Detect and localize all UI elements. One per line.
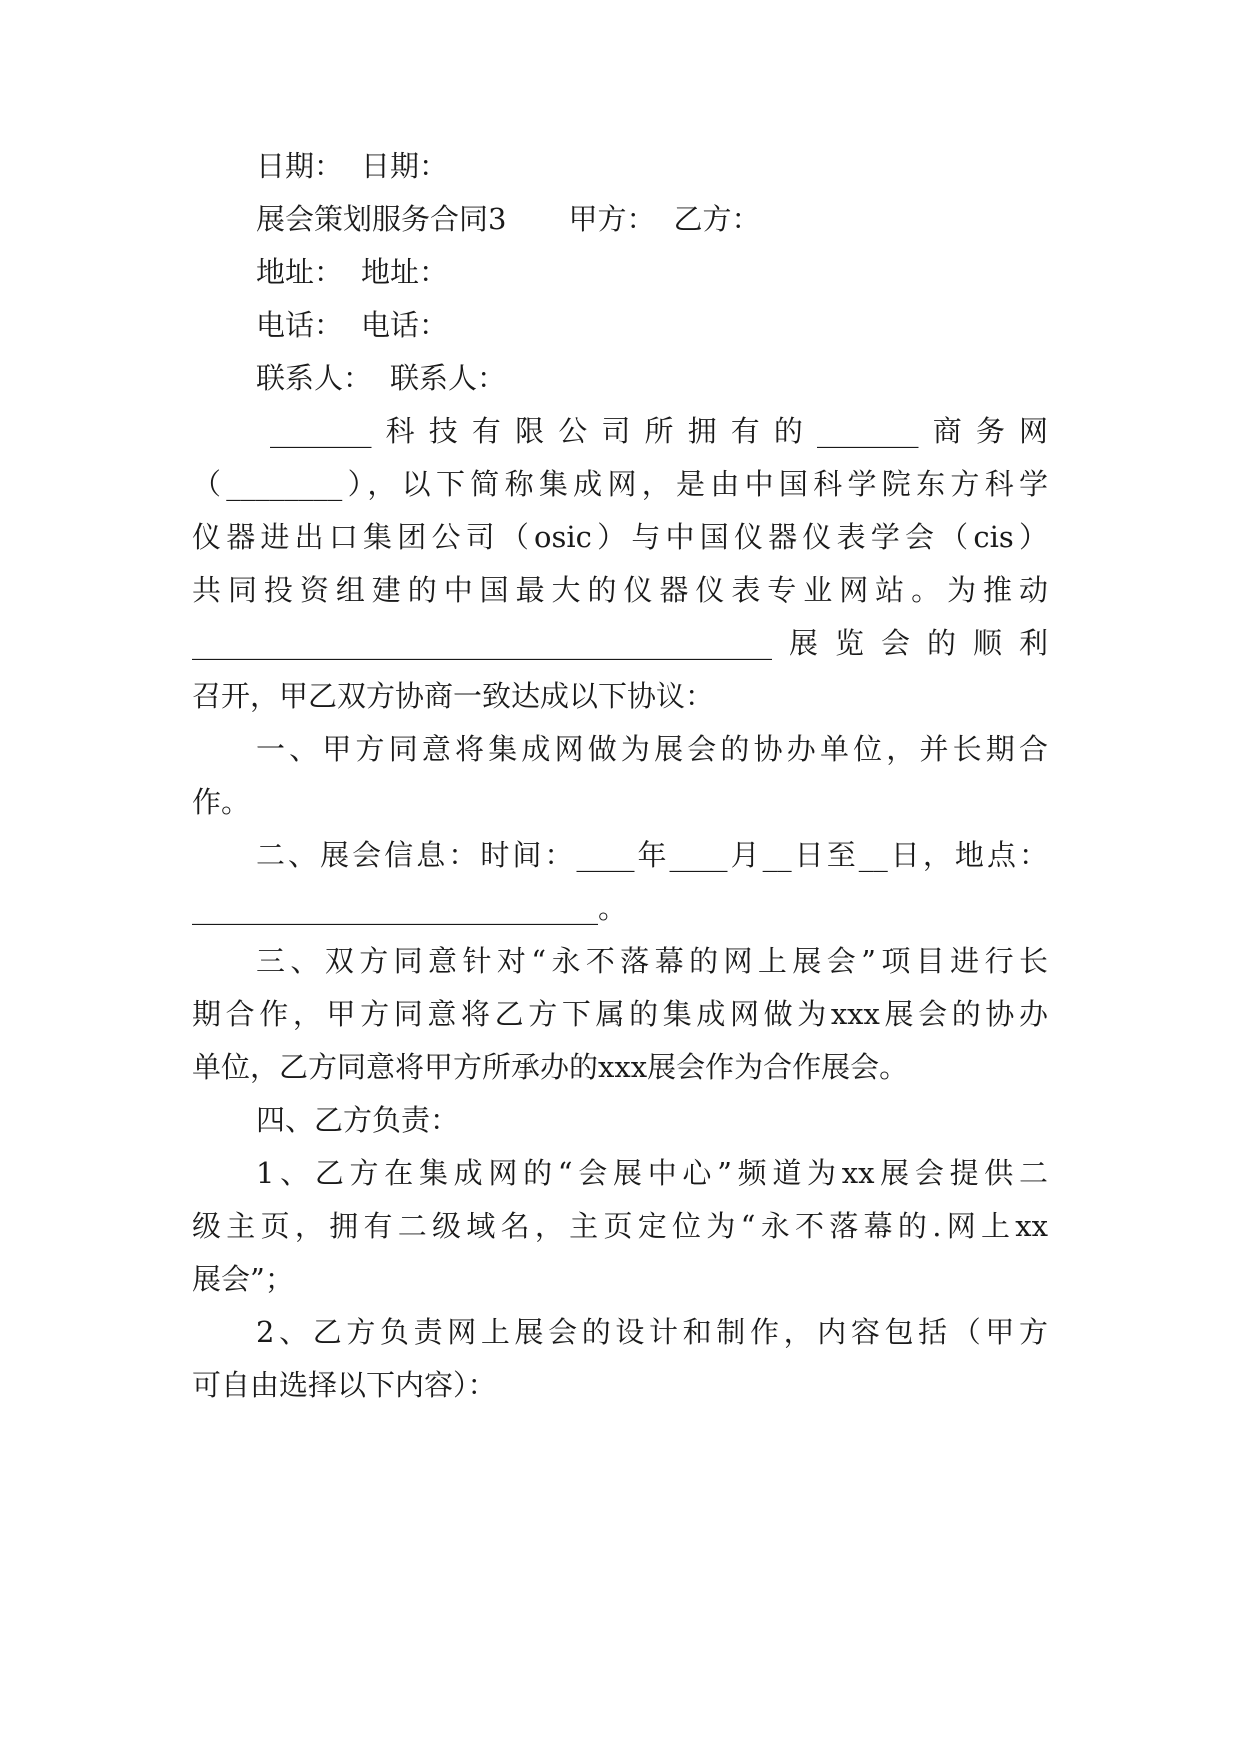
clause-2: 二、展会信息：时间：____年____月__日至__日，地点： — [256, 838, 1048, 872]
title-row — [256, 199, 1048, 239]
clause-1: 一、甲方同意将集成网做为展会的协办单位，并长期合 — [256, 732, 1048, 766]
body-line: 期合作，甲方同意将乙方下属的集成网做为xxx展会的协办 — [192, 997, 1048, 1031]
body-line: （________），以下简称集成网，是由中国科学院东方科学 — [192, 467, 1048, 501]
body-line: 级主页，拥有二级域名，主页定位为“永不落幕的.网上xx — [192, 1209, 1048, 1243]
item-2: 2、乙方负责网上展会的设计和制作，内容包括（甲方 — [256, 1315, 1048, 1349]
clause-3: 三、双方同意针对“永不落幕的网上展会”项目进行长 — [256, 944, 1048, 978]
party-b-phone-label: 电话： — [361, 308, 449, 342]
contract-title: 展会策划服务合同3 — [256, 202, 507, 236]
party-b-address-label: 地址： — [361, 255, 449, 289]
item-1: 1、乙方在集成网的“会展中心”频道为xx展会提供二 — [256, 1156, 1048, 1190]
body-line: 展会”； — [192, 1262, 294, 1296]
body-line: ________________________________________展览会的顺利 — [192, 626, 1048, 660]
date-row — [256, 146, 1048, 186]
party-a-label: 甲方： — [568, 202, 656, 236]
party-a-contact-label: 联系人： — [256, 361, 373, 395]
body-line: 作。 — [192, 785, 251, 819]
party-a-date-label: 日期： — [256, 149, 344, 183]
body-line: ____________________________。 — [192, 891, 628, 925]
party-b-label: 乙方： — [673, 202, 761, 236]
body-line: 召开，甲乙双方协商一致达成以下协议： — [192, 679, 715, 713]
clause-4-heading: 四、乙方负责： — [256, 1103, 460, 1137]
phone-row — [256, 305, 1048, 345]
body-line: 共同投资组建的中国最大的仪器仪表专业网站。为推动 — [192, 573, 1048, 607]
address-row — [256, 252, 1048, 292]
body-line: 可自由选择以下内容）： — [192, 1368, 497, 1402]
body-line: 单位，乙方同意将甲方所承办的xxx展会作为合作展会。 — [192, 1050, 909, 1084]
party-b-contact-label: 联系人： — [390, 361, 507, 395]
body-line: 仪器进出口集团公司（osic）与中国仪器仪表学会（cis） — [192, 520, 1048, 554]
body-line: _______科技有限公司所拥有的_______商务网 — [270, 414, 1048, 448]
party-b-date-label: 日期： — [361, 149, 449, 183]
party-a-address-label: 地址： — [256, 255, 344, 289]
contact-row — [256, 358, 1048, 398]
party-a-phone-label: 电话： — [256, 308, 344, 342]
